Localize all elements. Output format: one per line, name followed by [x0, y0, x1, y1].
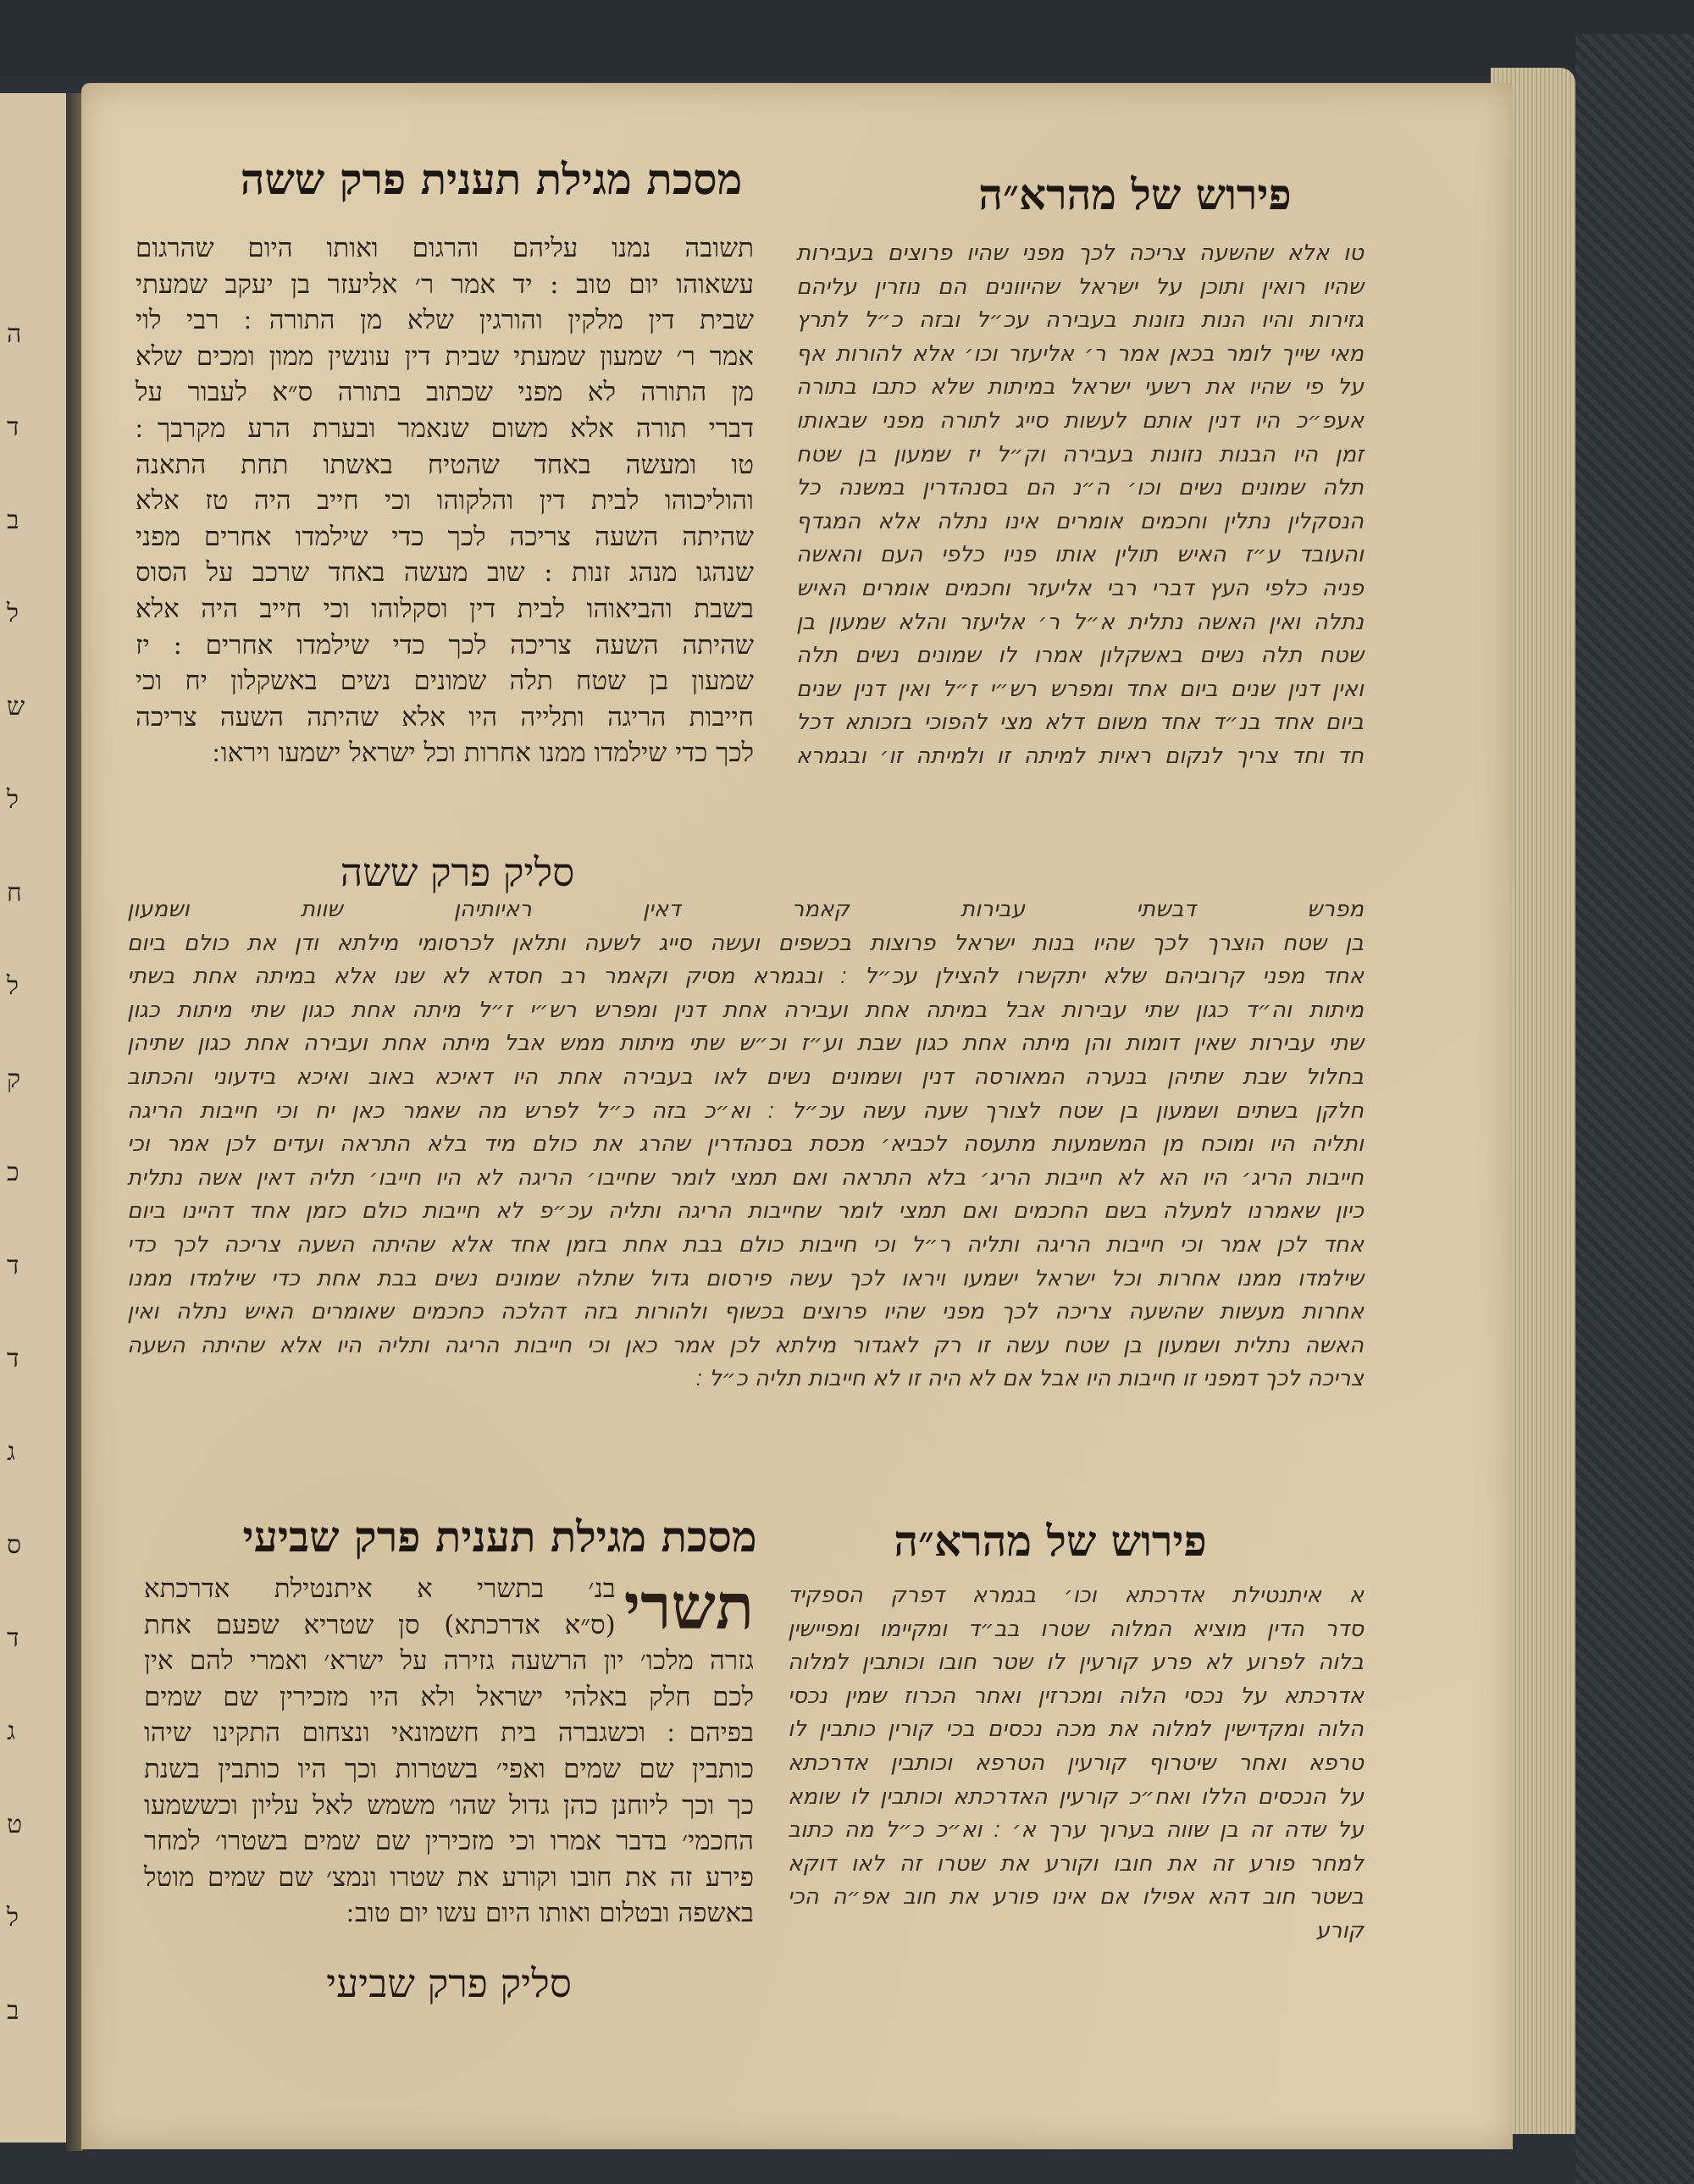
mishnah-line: שבית דין מלקין והורגין שלא מן התורה ׃ רבי לוי: [136, 305, 754, 336]
commentary-line: סדר הדין מוציא המלוה שטרו בב״ד ומקיימו ומפיישין: [788, 1616, 1364, 1642]
commentary-line: שהיו רואין ותוכן על ישראל שהיוונים הם נוזרין עליהם: [796, 274, 1364, 300]
header-tractate-bottom: מסכת מגילת תענית פרק שביעי: [242, 1512, 757, 1562]
left-page-fragment: ד: [7, 1251, 19, 1280]
mishnah-line: באשפה ובטלום ואותו היום עשו יום טוב ׃: [346, 1898, 754, 1929]
commentary-line: נתלה ואין האשה נתלית א״ל ר׳ אליעזר והלא שמעון בן: [796, 609, 1364, 635]
commentary-line: אחרות מעשות שהשעה צריכה לכך מפני שהיו פרוצים בכשוף ולהורות בזה דהלכה כחכמים שאומרים האיש נתלה ואין: [127, 1299, 1364, 1325]
left-page-margin-text: [7, 288, 58, 2058]
mishnah-line: מן התורה לא מפני שכתוב בתורה ס״א לעבור על: [136, 377, 754, 408]
commentary-line: שילמדו ממנו אחרות וכל ישראל ישמעו ויראו לכך עשה פירסום גדול שתלה שמונים נשים בבת אחת כדי שילמדו ממנו: [127, 1265, 1364, 1291]
commentary-line: ותליה היו ומוכח מן המשמעות מתעסה לכביא׳ מכסת בסנהדרין שהרג את כולם מיד בלא התראה ועדים לכן אמר וכי: [127, 1131, 1364, 1158]
commentary-line: חד וחד צריך לנקום ראיות למיתה זו ולמיתה זו׳ ובגמרא: [796, 743, 1364, 769]
commentary-line: טרפא ואחר שיטרוף קורעין הטרפא וכותבין אדרכתא: [788, 1750, 1364, 1776]
commentary-line: זמן היו הבנות נזונות בעבירה וק״ל יז שמעון בן שטח: [796, 441, 1364, 467]
commentary-line: בשטר חוב דהא אפילו אם אינו פורע את חוב אפ״ה הכי: [788, 1884, 1364, 1910]
mishnah-line: שהיתה השעה צריכה לכך כדי שילמדו אחרים מפני: [136, 521, 754, 552]
left-page-fragment: ד: [7, 412, 19, 442]
left-page-fragment: ל: [7, 599, 19, 628]
commentary-line: למחר פורע זה את חובו וקורע את שטרו זה לאו דוקא: [788, 1850, 1364, 1877]
commentary-line: בלוה לפרוע לא פרע קורעין לו שטר חובו וכותבין למלוה: [788, 1650, 1364, 1676]
commentary-line: אחד לכן אמר וכי חייבות הריגה ותליה ר״ל וכי חייבות כולם בבת אחת בזמן אחד אלא שהיתה השעה צריכה לכך כדי: [127, 1231, 1364, 1258]
book-gutter: [66, 93, 83, 2151]
commentary-line: חלקן בשתים ושמעון בן שטח לצורך שעה עשה עכ״ל ׃ וא״כ בזה כ״ל לפרש מה שאמר כאן יח וכי חייבות הריגה: [127, 1098, 1364, 1124]
commentary-line: אעפ״כ היו דנין אותם לעשות סייג לתורה מפני שבאותו: [796, 407, 1364, 434]
left-page-edge: [0, 93, 69, 2143]
left-page-fragment: כ: [7, 1158, 19, 1187]
mishnah-line: לכך כדי שילמדו ממנו אחרות וכל ישראל ישמעו ויראו ׃: [212, 738, 754, 769]
commentary-line: על פי שהיו את רשעי ישראל במיתות שלא כתבו בתורה: [796, 374, 1364, 401]
mishnah-line: חייבות הריגה ותלייה היו אלא שהיתה השעה צריכה: [136, 701, 754, 733]
commentary-line: חייבות הריג׳ היו הא לא חייבות הריג׳ בלא התראה ואם תמצי לומר שחייבו׳ הריגה לא היו חייבו׳ תליה דאין אשה נתלית: [127, 1164, 1364, 1191]
commentary-line: והעובד ע״ז האיש תולין אותו פניו כלפי העם והאשה: [796, 542, 1364, 568]
commentary-line: ואין דנין שנים ביום אחד ומפרש רש״י ז״ל ואין דנין שנים: [796, 676, 1364, 702]
mishnah-line: בפיהם ׃ וכשגברה בית חשמונאי ונצחום התקינו שיהו: [144, 1717, 754, 1749]
commentary-line: טו אלא שהשעה צריכה לכך מפני שהיו פרוצים בעבירות: [796, 241, 1364, 266]
mishnah-column-top: [136, 230, 754, 771]
commentary-line: שטח תלה נשים באשקלון אמרו לו שמונים נשים תלה: [796, 643, 1364, 669]
left-page-fragment: ש: [7, 692, 25, 722]
mishnah-line: לכם חלק באלהי ישראל ולא היו מזכירין שם שמים: [144, 1681, 754, 1712]
commentary-line: מאי שייך לומר בכאן אמר ר׳ אליעזר וכו׳ אלא להורות אף: [796, 340, 1364, 367]
left-page-fragment: ק: [7, 1064, 21, 1094]
chapter-end-six: סליק פרק ששה: [340, 849, 575, 895]
commentary-line: כיון שאמרנו למעלה בשם החכמים ואם תמצי לומר שחייבות הריגה ותליה עכ״פ לא חייבות כולם כזמן אחד דהיינו ביום: [127, 1198, 1364, 1225]
commentary-line: האשה נתלית ושמעון בן שטח עשה זו רק לאגדור מילתא לכן אמר כאן וכי חייבות הריגה ותליה היו אלא שהיתה השעה: [127, 1332, 1364, 1358]
commentary-line: בחלול שבת שתיהן בנערה המאורסה דנין ושמונים נשים לאו בעבירה אחת היו דאיכא באוב ואיכא בידעוני והכתוב: [127, 1064, 1364, 1090]
commentary-line: ביום אחד בנ״ד אחד משום דלא מצי להפוכי בזכותא דכל: [796, 710, 1364, 736]
commentary-line: הלוה ומקדישין למלוה את מכה נכסים בכי קורין כותבין לו: [788, 1717, 1364, 1743]
commentary-line: הנסקלין נתלין וחכמים אומרים אינו נתלה אלא המגדף: [796, 508, 1364, 534]
mishnah-line: אמר ר׳ שמעון שמעתי שבית דין עונשין ממון ומכים שלא: [136, 340, 754, 372]
header-tractate-top: מסכת מגילת תענית פרק ששה: [240, 154, 743, 204]
decorated-initial-word: תשרי: [623, 1571, 754, 1644]
commentary-line: צריכה לכך דמפני זו חייבות היו אבל אם לא היה זו לא חייבות תליה כ״ל ׃: [695, 1366, 1364, 1392]
mishnah-line: כך וכך ליוחנן כהן גדול שהו׳ משמש לאל עליון וכששמעו: [144, 1789, 754, 1821]
commentary-line: מפרש דבשתי עבירות קאמר דאין ראיותיהן שוות ושמעון: [127, 897, 1364, 922]
mishnah-line: שמעון בן שטח תלה שמונים נשים באשקלון יח וכי: [136, 666, 754, 697]
mishnah-line: תשובה נמנו עליהם והרגום ואותו היום שהרגום: [136, 233, 754, 263]
mishnah-line: שהיתה השעה צריכה לכך כדי שילמדו אחרים : יז: [136, 629, 754, 661]
commentary-line: אחד מפני קרוביהם שלא יתקשרו להצילן עכ״ל ׃ ובגמרא מסיק וקאמר רב חסדא לא שנו אלא במיתה אחת בשתי: [127, 964, 1364, 990]
commentary-line: בן שטח הוצרך לכך שהיו בנות ישראל פרוצות בכשפים ועשה סייג לשעה ותלאן לכרסומי מילתא ודן את כולם ביום: [127, 930, 1364, 956]
left-page-fragment: ל: [7, 785, 19, 815]
commentary-column-top: [796, 237, 1364, 774]
commentary-line: גזירות והיו הנות נזונות בעבירה עכ״ל ובזה כ״ל לתרץ: [796, 307, 1364, 334]
mishnah-line: דברי תורה אלא משום שנאמר ובערת הרע מקרבך ׃: [136, 412, 754, 444]
header-commentary-bottom: פירוש של מהרא״ה: [894, 1516, 1207, 1566]
mishnah-line: החכמי׳ בדבר אמרו וכי מזכירין שם שמים בשטרו׳ למחר: [144, 1826, 754, 1857]
mishnah-line: כותבין שם שמים ואפי׳ בשטרות וכך היו כותבין בשנת: [144, 1753, 754, 1784]
commentary-line: על שדה זה בן שווה בערוך ערך א׳ ׃ וא״כ כ״ל מה כתוב: [788, 1817, 1364, 1844]
header-commentary-top: פירוש של מהרא״ה: [978, 169, 1292, 219]
commentary-line: תלה שמונים נשים וכו׳ ה״נ הם בסנהדרין במשנה כל: [796, 475, 1364, 501]
left-page-fragment: ג: [7, 1437, 15, 1467]
mishnah-line: (ס״א אדרכתא) סן שטריא שפעם אחת: [144, 1609, 616, 1640]
book-cover-board: [1575, 34, 1694, 2184]
left-page-fragment: ב: [7, 1996, 19, 2026]
left-page-fragment: ה: [7, 319, 22, 349]
mishnah-line: שנהגו מנהג זנות : שוב מעשה באחד שרכב על הסוס: [136, 557, 754, 589]
left-page-fragment: ס: [7, 1530, 22, 1560]
book-binding-top: [0, 0, 1694, 76]
mishnah-line: בשבת והביאוהו לבית דין וסקלוהו וכי חייב היה אלא: [136, 593, 754, 624]
left-page-fragment: ל: [7, 971, 19, 1001]
commentary-line: מיתות וה״ד כגון שתי עבירות אבל במיתה אחת ועבירה אחת דנין ומפרש רש״י ז״ל מיתה אחת כגון שתי מיתות כגון: [127, 997, 1364, 1023]
commentary-line: קורע: [1315, 1917, 1364, 1943]
mishnah-line: פירע זה את חובו וקורע את שטרו ונמצ׳ שם שמים מוטל: [144, 1861, 754, 1893]
mishnah-line: עשאוהו יום טוב : יד אמר ר׳ אליעזר בן יעקב שמעתי: [136, 268, 754, 300]
commentary-line: על הנכסים הללו ואח״כ קורעין האדרכתא וכותבין לו שומא: [788, 1783, 1364, 1810]
commentary-line: א איתנטילת אדרכתא וכו׳ בגמרא דפרק הספקיד: [788, 1583, 1364, 1608]
left-page-fragment: ב: [7, 506, 19, 535]
mishnah-line: גזרה מלכו׳ יון הרשעה גזירה על ישרא׳ ואמרי להם אין: [144, 1645, 754, 1677]
left-page-fragment: ח: [7, 878, 22, 908]
mishnah-line: בנ׳ בתשרי א איתנטילת אדרכתא: [144, 1573, 616, 1604]
mishnah-column-bottom: [144, 1571, 754, 1932]
left-page-fragment: ג: [7, 1717, 15, 1746]
mishnah-line: טו ומעשה באחד שהטיח באשתו תחת התאנה: [136, 449, 754, 480]
commentary-column-bottom: [788, 1579, 1364, 1949]
commentary-line: אדרכתא על נכסי הלוה ומכרזין ואחר הכרוז שמין נכסי: [788, 1683, 1364, 1709]
commentary-line: שתי עבירות שאין דומות והן מיתה אחת כגון שבת וע״ז וכ״ש שתי מיתות ממש אבל מיתה אחת ועבירה אחת כגון שתיהן: [127, 1031, 1364, 1057]
left-page-fragment: ד: [7, 1344, 19, 1374]
mishnah-line: והוליכוהו לבית דין והלקוהו וכי חייב היה טז אלא: [136, 485, 754, 517]
commentary-full-width: [127, 893, 1364, 1396]
left-page-fragment: ד: [7, 1623, 19, 1653]
left-page-fragment: ל: [7, 1903, 19, 1932]
commentary-line: פניה כלפי העץ דברי רבי אליעזר וחכמים אומרים האיש: [796, 575, 1364, 601]
left-page-fragment: ט: [7, 1810, 23, 1839]
chapter-end-seven: סליק פרק שביעי: [326, 1960, 572, 2006]
